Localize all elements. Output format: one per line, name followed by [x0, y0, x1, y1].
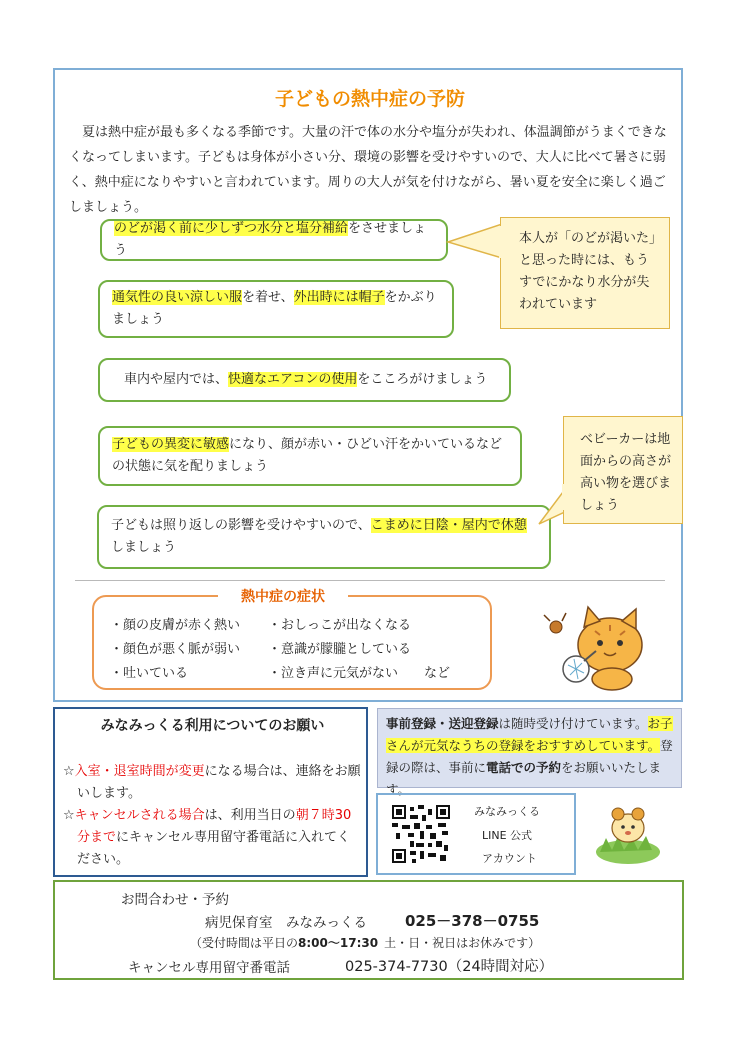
request-cancel-red: キャンセルされる場合: [74, 808, 205, 823]
contact-hours-pre: （受付時間は平日の: [190, 936, 299, 950]
tip-shade-highlight: こまめに日陰・屋内で休憩: [370, 518, 527, 533]
tip-aircon-pre: 車内や屋内では、: [124, 372, 229, 387]
symptom-item: ・おしっこが出なくなる: [268, 618, 412, 633]
star-icon: ☆: [63, 764, 75, 779]
request-item-time-change: [63, 761, 363, 805]
request-time-change-text: になる場合は、連絡をお願いします。: [77, 764, 361, 801]
tip-shade-text: しましょう: [111, 540, 177, 555]
line-label-official: LINE 公式: [482, 829, 533, 842]
request-cancel-mid: は、利用当日の: [204, 808, 296, 823]
tip-watch-child: [98, 426, 522, 486]
tip-aircon-highlight: 快適なエアコンの使用: [228, 372, 358, 387]
line-label-account: アカウント: [482, 852, 537, 865]
registration-text-1: は随時受け付けています。: [498, 716, 648, 731]
tip-clothing: [98, 280, 454, 338]
registration-text-3: をお願いいたします。: [386, 760, 662, 797]
symptom-item: ・顔の皮膚が赤く熱い: [110, 618, 241, 633]
request-time-change-red: 入室・退室時間が変更: [74, 764, 205, 779]
request-cancel-text: にキャンセル専用留守番電話に入れてください。: [77, 830, 351, 867]
intro-paragraph: 夏は熱中症が最も多くなる季節です。大量の汗で体の水分や塩分が失われ、体温調節がうまくできなくなってしまいます。子どもは身体が小さい分、環境の影響を受けやすいので、大人に比べて暑さに弱く、熱中症になりやすいと言われています。周りの大人が気を付けながら、暑い夏を安全に楽しく過ごしましょう。: [69, 125, 667, 215]
contact-hours-post: 土・日・祝日はお休みです）: [384, 936, 541, 950]
registration-bold-2: 電話での予約: [486, 760, 562, 775]
tip-aircon: [98, 358, 511, 402]
callout-1-pointer-mask: [499, 226, 503, 258]
tip-shade-rest: [97, 505, 551, 569]
cat-illustration: [540, 595, 655, 695]
symptom-item: ・顔色が悪く脈が弱い: [110, 642, 241, 657]
tip-watch-highlight: 子どもの異変に敏感: [112, 437, 230, 452]
star-icon: ☆: [63, 808, 75, 823]
contact-heading: お問合わせ・予約: [121, 892, 229, 908]
callout-thirst: 本人が「のどが渇いた」と思った時には、もうすでにかなり水分が失われています: [500, 217, 670, 329]
registration-highlight: お子さんが元気なうちの登録をおすすめしています。: [386, 716, 673, 753]
line-label-name: みなみっくる: [474, 805, 540, 818]
usage-request-title: みなみっくる利用についてのお願い: [100, 718, 325, 734]
contact-phone[interactable]: 025－378－0755: [405, 912, 540, 930]
tip-hydration-text: をさせましょう: [114, 221, 427, 258]
cancel-line-label: キャンセル専用留守番電話: [128, 960, 290, 976]
contact-box: [53, 880, 684, 980]
tip-clothing-text: をかぶりましょう: [112, 290, 437, 327]
tip-clothing-highlight-1: 通気性の良い涼しい服: [112, 290, 243, 305]
section-divider: [75, 580, 665, 581]
cancel-line-phone[interactable]: 025-374-7730（24時間対応）: [345, 959, 554, 975]
symptoms-title: 熱中症の症状: [218, 586, 348, 606]
contact-room-name: 病児保育室 みなみっくる: [205, 915, 367, 931]
symptom-item: ・意識が朦朧としている: [268, 642, 412, 657]
tip-hydration: [100, 219, 448, 261]
mascot-illustration: [592, 800, 662, 865]
usage-request-box: [53, 707, 368, 877]
qr-code-icon[interactable]: [392, 805, 450, 863]
tip-clothing-highlight-2: 外出時には帽子: [293, 290, 385, 305]
tip-hydration-highlight: のどが渇く前に少しずつ水分と塩分補給: [114, 221, 349, 236]
request-item-cancel: [63, 805, 363, 871]
contact-hours: [190, 934, 540, 951]
tip-clothing-text-mid: を着せ、: [242, 290, 294, 305]
tip-watch-text: になり、顔が赤い・ひどい汗をかいているなどの状態に気を配りましょう: [112, 437, 503, 474]
callout-stroller: ベビーカーは地面からの高さが高い物を選びましょう: [563, 416, 683, 524]
tip-shade-pre: 子どもは照り返しの影響を受けやすいので、: [111, 518, 371, 533]
registration-bold-1: 事前登録・送迎登録: [386, 716, 499, 731]
request-cancel-deadline: 朝７時30分まで: [77, 808, 352, 845]
symptom-item: ・泣き声に元気がない など: [268, 666, 451, 681]
line-account-box: [376, 793, 576, 875]
registration-box: [377, 708, 682, 797]
tip-aircon-text: をこころがけましょう: [357, 372, 488, 387]
callout-2-pointer-mask: [562, 484, 566, 510]
registration-text-2: 登録の際は、事前に: [386, 738, 673, 775]
symptom-item: ・吐いている: [110, 666, 189, 681]
contact-hours-time: 8:00～17:30: [298, 936, 379, 950]
page-title: 子どもの熱中症の予防: [274, 88, 465, 110]
